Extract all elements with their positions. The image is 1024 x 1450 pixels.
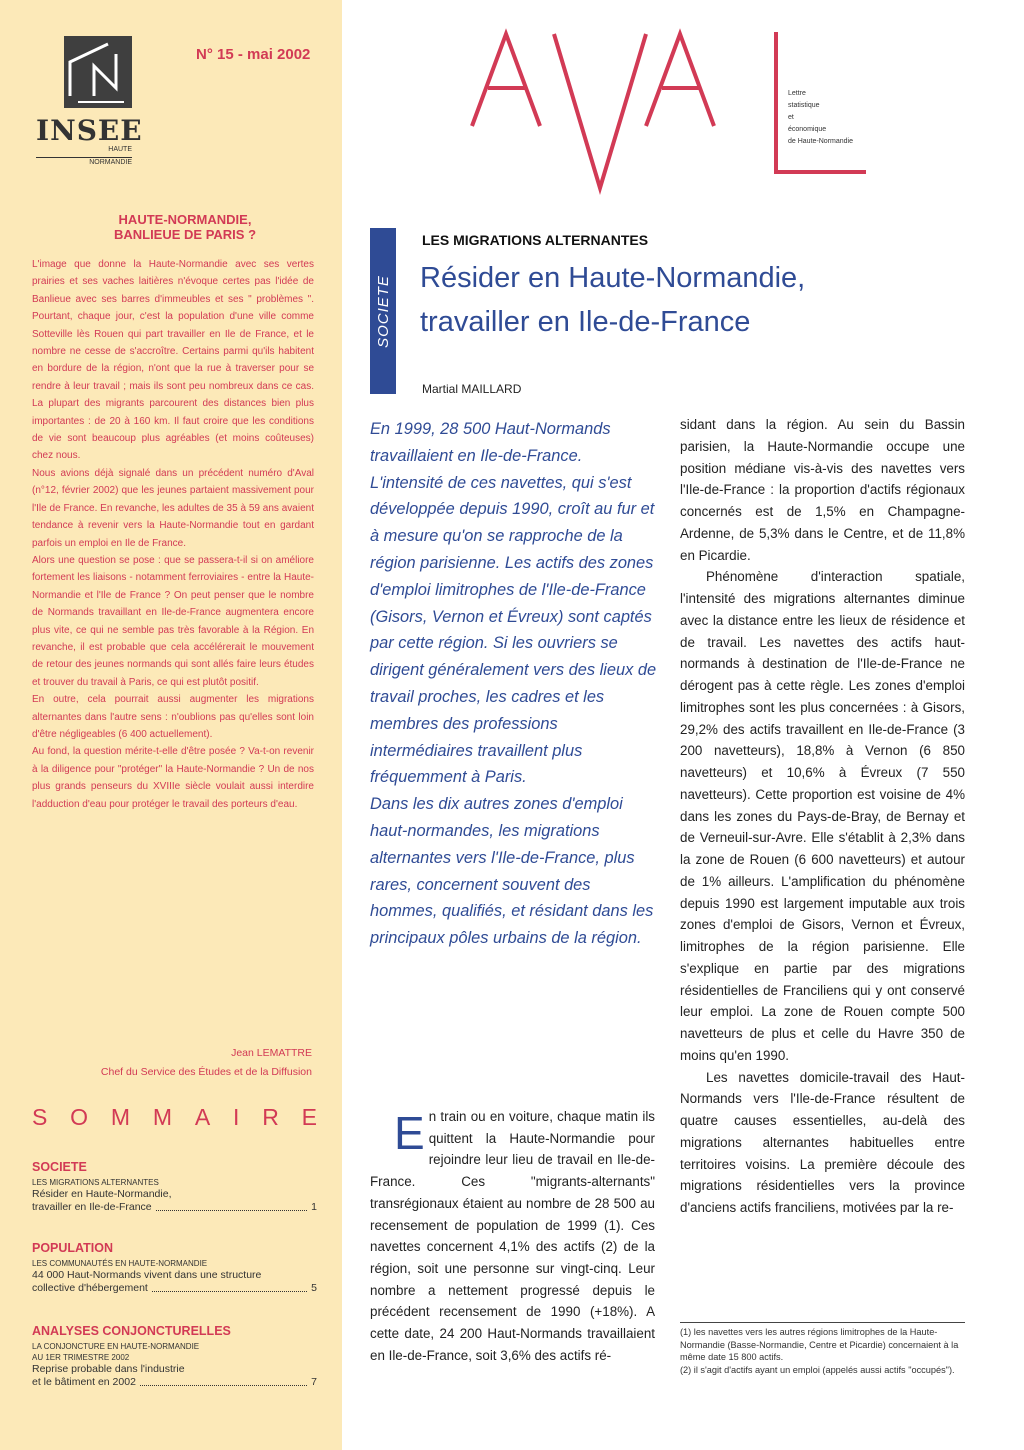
- toc-leader: [156, 1201, 308, 1211]
- masthead-subtitle: [788, 88, 868, 148]
- editorial-paragraph: Alors une question se pose : que se passera-t-il si on améliore fortement les liaisons - notamment ferroviaires - entre la Haute-Normandie et l'Ile de France ? On peut penser que le nombre de Normands travaillant en Ile-de-France augmentera encore plus vite, ce qui ne semble pas très favorable à la Région. En revanche, il est probable que cela accélérerait le mouvement de retour des jeunes normands qui sont allés faire leurs études et trouver du travail à Paris, ce qui est plutôt positif.: [32, 554, 314, 688]
- masthead-subtitle-line: de Haute-Normandie: [788, 138, 853, 145]
- sommaire-title-letter: A: [194, 1104, 211, 1130]
- toc-entry-analyses[interactable]: [32, 1324, 317, 1389]
- article-body-column: [680, 414, 965, 1219]
- toc-entry-societe[interactable]: [32, 1160, 317, 1214]
- insee-logo-region: NORMANDIE: [36, 157, 132, 166]
- toc-line: [32, 1269, 317, 1282]
- sommaire-title: [32, 1104, 317, 1131]
- editorial-paragraph: En outre, cela pourrait aussi augmenter les migrations alternantes dans l'autre sens : n'oublions pas qu'elles sont loin d'être négligeables (6 400 actuellement).: [32, 694, 314, 740]
- toc-line-text: 44 000 Haut-Normands vivent dans une structure: [32, 1269, 262, 1281]
- editorial-title: [60, 212, 310, 242]
- toc-page-number: 5: [311, 1282, 317, 1294]
- rubric-label: [370, 228, 396, 394]
- toc-line: [32, 1201, 317, 1214]
- sommaire-title-letter: E: [301, 1104, 317, 1130]
- footnote-divider: [680, 1322, 965, 1323]
- toc-heading: ANALYSES CONJONCTURELLES: [32, 1324, 231, 1338]
- sommaire-title-letter: S: [32, 1104, 48, 1130]
- sommaire-title-letter: R: [262, 1104, 279, 1130]
- toc-line: [32, 1282, 317, 1295]
- insee-logo: [36, 36, 143, 176]
- toc-subheading: LA CONJONCTURE EN HAUTE-NORMANDIE: [32, 1342, 200, 1351]
- editorial-paragraph: Nous avions déjà signalé dans un précédent numéro d'Aval (n°12, février 2002) que les jeunes partaient massivement pour l'Ile de France. En revanche, les adultes de 35 à 59 ans avaient tendance à revenir vers la Haute-Normandie tout en gardant parfois un emploi en Ile de France.: [32, 467, 314, 549]
- toc-entry-population[interactable]: [32, 1241, 317, 1295]
- rubric-text: SOCIETE: [374, 274, 392, 348]
- article-byline: Martial MAILLARD: [422, 382, 522, 396]
- editorial-author: Jean LEMATTRE: [231, 1047, 312, 1059]
- body-paragraph: sidant dans la région. Au sein du Bassin parisien, la Haute-Normandie occupe une position médiane vis-à-vis des navettes vers l'Ile-de-France : la proportion d'actifs régionaux concernés est de 1,5% en Champagne-Ardenne, de 5,3% dans le Centre, et de 11,8% en Picardie.: [680, 417, 965, 563]
- sommaire-title-letter: O: [70, 1104, 89, 1130]
- insee-logo-mark-icon: [64, 36, 132, 108]
- sommaire-title-letter: M: [110, 1104, 131, 1130]
- toc-subheading: LES COMMUNAUTÉS EN HAUTE-NORMANDIE: [32, 1259, 208, 1268]
- masthead-subtitle-line: économique: [788, 126, 827, 133]
- body-paragraph: n train ou en voiture, chaque matin ils quittent la Haute-Normandie pour rejoindre leur lieu de travail en Ile-de-France. Ces "migrants-alternants" transrégionaux étaient au nombre de 28 500 au recensement de population de 1999 (1). Ces navettes concernent 4,1% des actifs (2) de la région, soit une personne sur vingt-cinq. Leur nombre a nettement progressé depuis le précédent recensement de 1990 (+18%). A cette date, 24 200 Haut-Normands travaillaient en Ile-de-France, soit 3,6% des actifs ré-: [370, 1109, 655, 1363]
- article-headline: travailler en Ile-de-France: [420, 306, 751, 338]
- toc-subheading: AU 1ER TRIMESTRE 2002: [32, 1353, 130, 1362]
- article-headline: Résider en Haute-Normandie,: [420, 262, 806, 294]
- toc-heading: SOCIETE: [32, 1160, 87, 1174]
- article-body-column: [370, 1106, 655, 1366]
- toc-heading: POPULATION: [32, 1241, 114, 1255]
- toc-page-number: 7: [311, 1376, 317, 1388]
- masthead-subtitle-line: statistique: [788, 102, 820, 109]
- lead-paragraph: En 1999, 28 500 Haut-Normands travaillaient en Ile-de-France. L'intensité de ces navettes, qui s'est développée depuis 1990, croît au fur et à mesure qu'on se rapproche de la région parisienne. Les actifs des zones d'emploi limitrophes de l'Ile-de-France (Gisors, Vernon et Évreux) sont captés par cette région. Si les ouvriers se dirigent généralement vers des lieux de travail proches, les cadres et les membres des professions intermédiaires travaillent plus fréquemment à Paris.: [370, 420, 657, 787]
- toc-line-text: travailler en Ile-de-France: [32, 1201, 152, 1213]
- masthead-subtitle-line: et: [788, 114, 794, 121]
- footnotes: [680, 1326, 965, 1376]
- body-paragraph: Les navettes domicile-travail des Haut-Normands vers l'Ile-de-France résultent de quatre causes essentielles, au-delà des migrations alternantes habituelles entre territoires voisins. La première découle des migrations résidentielles vers la province d'anciens actifs franciliens, motivées par la re-: [680, 1069, 965, 1215]
- toc-leader: [140, 1376, 307, 1386]
- toc-line: [32, 1376, 317, 1389]
- insee-logo-region: HAUTE: [108, 146, 132, 153]
- sidebar: [0, 0, 342, 1450]
- editorial-paragraph: Au fond, la question mérite-t-elle d'être posée ? Va-t-on revenir à la diligence pour "protéger" la Haute-Normandie ? Un de nos plus grands penseurs du XVIIIe siècle voulait aussi interdire l'adduction d'eau pour protéger le travail des porteurs d'eau.: [32, 746, 314, 810]
- footnote: (1) les navettes vers les autres régions limitrophes de la Haute-Normandie (Basse-Normandie, Centre et Picardie) concernaient à la même date 15 800 actifs.: [680, 1327, 959, 1363]
- body-paragraph: Phénomène d'interaction spatiale, l'intensité des migrations alternantes diminue avec la distance entre les lieux de résidence et de travail. Les navettes des actifs haut-normands à destination de l'Ile-de-France ne dérogent pas à cette règle. Les zones d'emploi limitrophes sont les plus concernées : à Gisors, 29,2% des actifs travaillent en Ile-de-France (3 200 navetteurs), 18,8% à Vernon (6 850 navetteurs) et 10,6% à Évreux (7 550 navetteurs). Cette proportion est voisine de 4% dans les zones du Pays-de-Bray, de Bernay et de Verneuil-sur-Avre. Elle s'établit à 2,3% dans la zone de Rouen (6 600 navetteurs) et autour de 1% ailleurs. L'amplification du phénomène depuis 1990 est largement imputable aux trois zones d'emploi de Gisors, Vernon et Évreux, limitrophes de la région parisienne. Elle s'explique en partie par des migrations résidentielles de Franciliens qui y ont conservé leur emploi. La zone de Rouen compte 500 navetteurs de plus et celle du Havre 350 de moins qu'en 1990.: [680, 569, 965, 1063]
- editorial-paragraph: L'image que donne la Haute-Normandie avec ses vertes prairies et ses vaches laitières n'évoque certes pas l'idée de Banlieue avec ses barres d'immeubles et ses " problèmes ". Pourtant, chaque jour, c'est la population d'une ville comme Sotteville lès Rouen qui part travailler en Ile de France, et le nombre ne cesse de s'accroître. Certains parmi qu'ils habitent en bordure de la région, n'ont que la rue à traverser pour se rendre à leur travail ; mais ils sont peu nombreux dans ce cas. La plupart des migrants parcourent des distances bien plus importantes : de 20 à 160 km. Il faut croire que les conditions de vie sont beaucoup plus agréables (et moins coûteuses) chez nous.: [32, 259, 314, 462]
- editorial-body: [32, 256, 314, 813]
- article-kicker: LES MIGRATIONS ALTERNANTES: [422, 232, 649, 248]
- sommaire-title-letter: I: [232, 1104, 240, 1130]
- toc-line-text: Reprise probable dans l'industrie: [32, 1363, 185, 1375]
- lead-paragraph: Dans les dix autres zones d'emploi haut-normandes, les migrations alternantes vers l'Ile-de-France, plus rares, concernent souvent des hommes, qualifiés, et résidant dans les principaux pôles urbains de la région.: [370, 795, 654, 948]
- editorial-title-line: BANLIEUE DE PARIS ?: [113, 227, 257, 242]
- toc-line: [32, 1188, 317, 1201]
- toc-page-number: 1: [311, 1201, 317, 1213]
- sommaire-title-letter: M: [152, 1104, 173, 1130]
- toc-line-text: et le bâtiment en 2002: [32, 1376, 136, 1388]
- toc-leader: [152, 1282, 307, 1292]
- toc-line: [32, 1363, 317, 1376]
- editorial-author-role: Chef du Service des Études et de la Diffusion: [100, 1066, 312, 1078]
- toc-line-text: collective d'hébergement: [32, 1282, 148, 1294]
- toc-line-text: Résider en Haute-Normandie,: [32, 1188, 172, 1200]
- article-lead: [370, 416, 660, 952]
- issue-number: N° 15 - mai 2002: [196, 46, 311, 63]
- editorial-title-line: HAUTE-NORMANDIE,: [118, 212, 252, 227]
- masthead-subtitle-line: Lettre: [788, 90, 806, 97]
- drop-cap: E: [394, 1107, 425, 1159]
- toc-subheading: LES MIGRATIONS ALTERNANTES: [32, 1178, 159, 1187]
- footnote: (2) il s'agit d'actifs ayant un emploi (appelés aussi actifs "occupés").: [680, 1364, 955, 1375]
- insee-logo-name: INSEE: [36, 114, 143, 147]
